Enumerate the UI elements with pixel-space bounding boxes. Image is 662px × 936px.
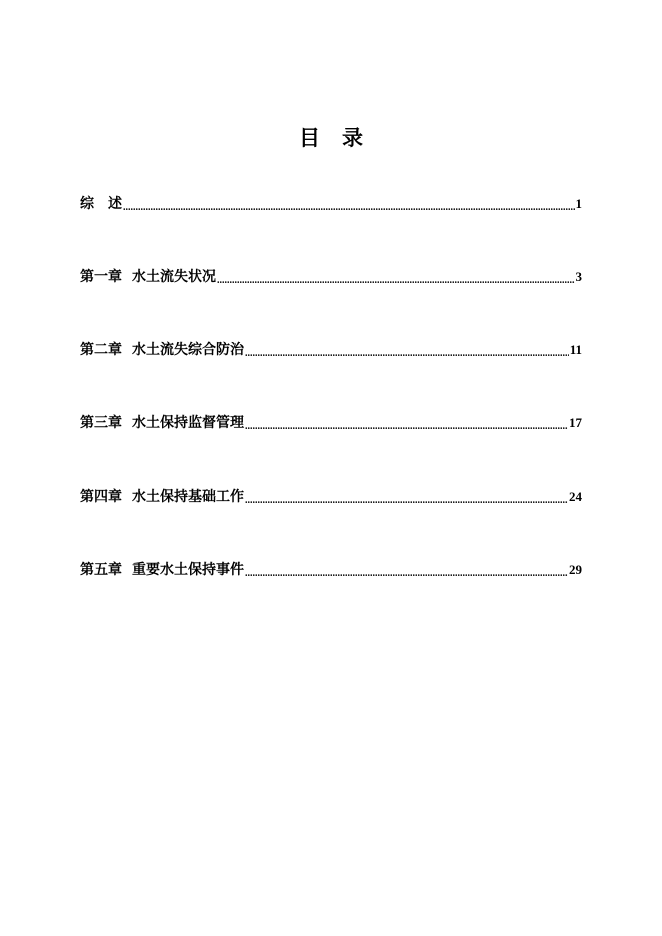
toc-entry-chapter-3[interactable] [80, 413, 582, 433]
toc-page-number: 1 [575, 196, 582, 211]
toc-entry-title: 水土流失状况 [132, 269, 216, 285]
toc-entry-chapter-5[interactable] [80, 560, 582, 580]
toc-entry-title: 水土保持基础工作 [132, 489, 244, 505]
toc-entry-chapter: 第一章 [80, 269, 122, 285]
toc-page-number: 11 [569, 342, 582, 357]
toc-entry-chapter-1[interactable] [80, 267, 582, 287]
toc-entry-title: 水土流失综合防治 [132, 342, 244, 358]
toc-entry-label [80, 194, 122, 214]
toc-entry-chapter-4[interactable] [80, 487, 582, 507]
toc-leader-dots [245, 413, 568, 433]
toc-entry-title: 综 述 [80, 196, 122, 212]
toc-title-part1: 目 [299, 126, 320, 150]
toc-title [0, 124, 662, 152]
toc-title-part2: 录 [342, 126, 363, 150]
toc-entry-overview[interactable] [80, 194, 582, 214]
toc-entry-label [80, 340, 244, 360]
toc-entry-label [80, 267, 216, 287]
toc-entry-chapter: 第三章 [80, 415, 122, 431]
toc-entry-label [80, 413, 244, 433]
toc-entry-label [80, 560, 244, 580]
toc-entry-chapter: 第四章 [80, 489, 122, 505]
toc-page-number: 24 [569, 489, 582, 504]
toc-entry-title: 重要水土保持事件 [132, 562, 244, 578]
toc-leader-dots [217, 267, 575, 287]
toc-leader-dots [245, 340, 569, 360]
toc-page-number: 3 [575, 269, 582, 284]
toc-entry-chapter: 第二章 [80, 342, 122, 358]
toc-entry-title: 水土保持监督管理 [132, 415, 244, 431]
toc-entry-chapter-2[interactable] [80, 340, 582, 360]
toc-page-number: 29 [569, 562, 582, 577]
toc-leader-dots [245, 487, 568, 507]
toc-page-number: 17 [569, 415, 582, 430]
toc-entry-chapter: 第五章 [80, 562, 122, 578]
toc-leader-dots [123, 194, 575, 214]
toc-entry-label [80, 487, 244, 507]
toc-leader-dots [245, 560, 568, 580]
